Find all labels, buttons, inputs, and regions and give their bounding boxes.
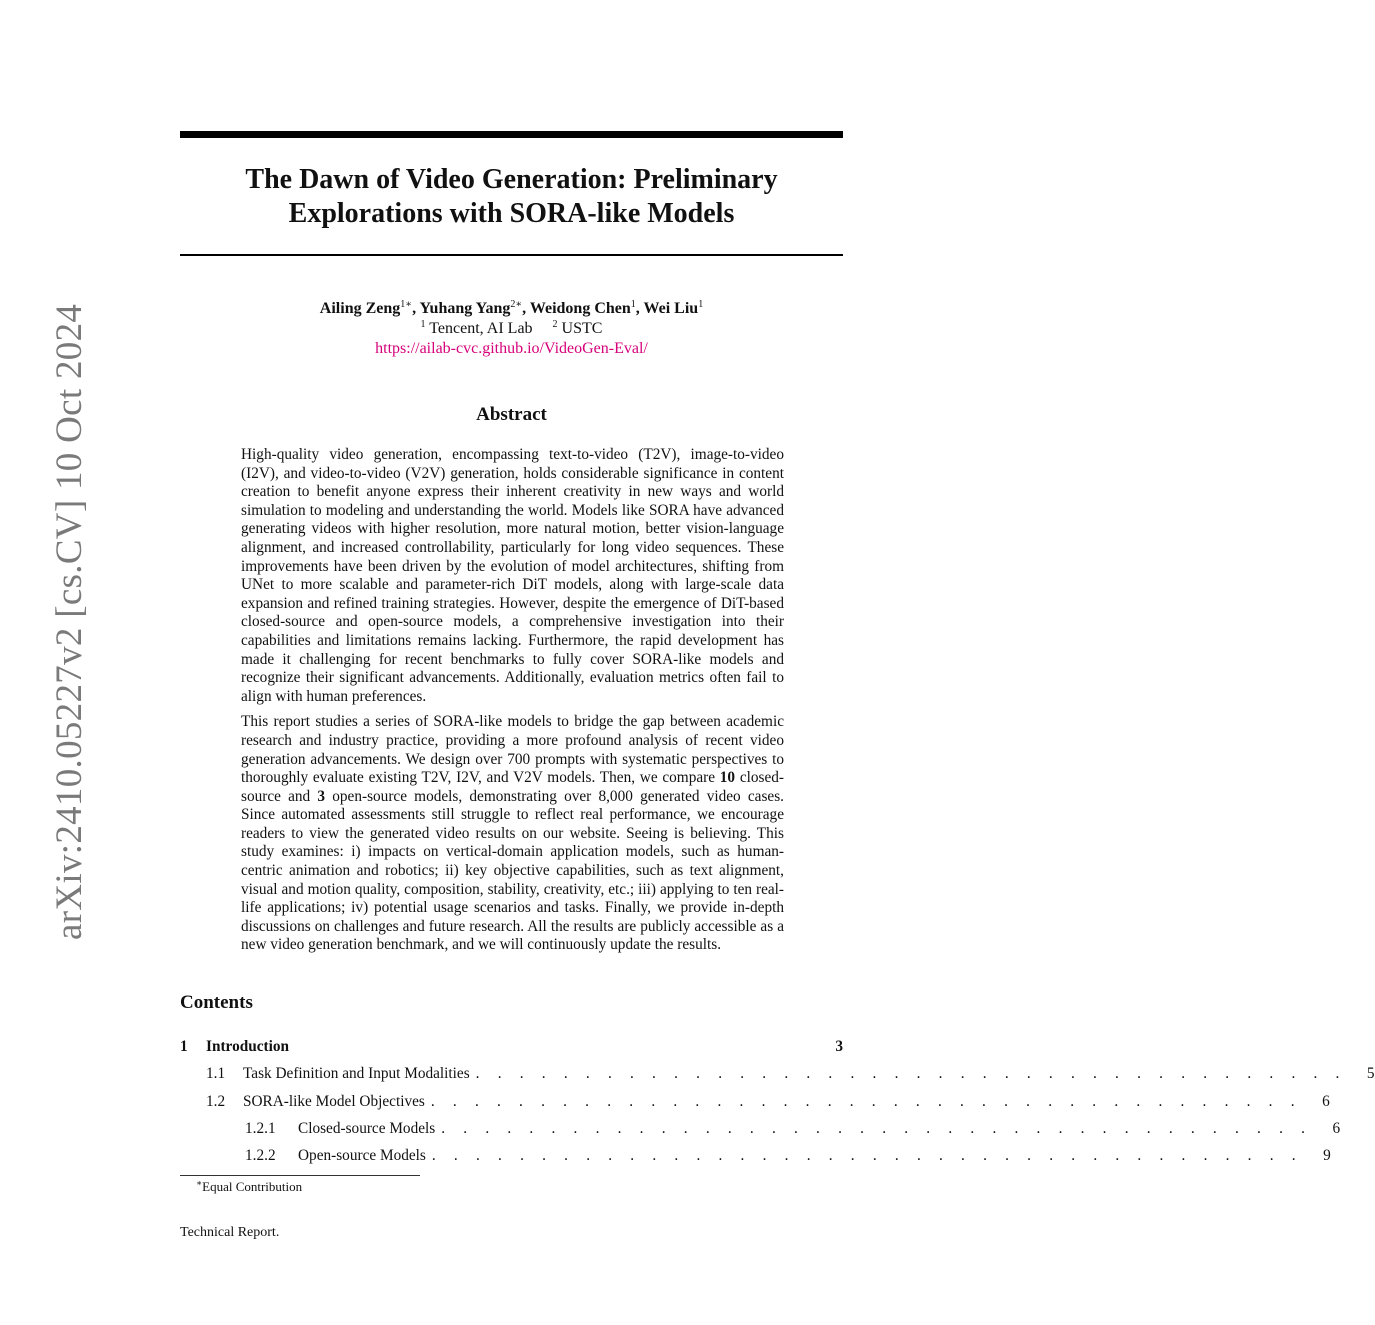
author-sep: , bbox=[522, 300, 530, 317]
toc-entry[interactable] bbox=[180, 1065, 1375, 1092]
affiliations bbox=[180, 319, 843, 339]
toc-entry[interactable] bbox=[180, 1092, 1330, 1120]
author-name: Yuhang Yang bbox=[419, 300, 511, 317]
toc-leader-dots: . . . . . . . . . . . . . . . . . . . . . . . . . . . . . . . . . . . . . . . . bbox=[430, 1092, 1302, 1110]
toc-leader-dots: . . . . . . . . . . . . . . . . . . . . . . . . . . . . . . . . . . . . . . . . bbox=[441, 1119, 1313, 1137]
toc-entry[interactable] bbox=[180, 1038, 843, 1065]
toc-page: 6 bbox=[1322, 1092, 1330, 1110]
toc-leader-dots: . . . . . . . . . . . . . . . . . . . . . . . . . . . . . . . . . . . . . . . . bbox=[475, 1065, 1347, 1083]
author-sep: , bbox=[412, 300, 420, 317]
footnote-rule bbox=[180, 1175, 420, 1176]
abstract-body bbox=[241, 446, 784, 962]
affiliation-name: USTC bbox=[561, 320, 603, 337]
toc-number: 1.1 bbox=[206, 1065, 226, 1083]
abstract-heading: Abstract bbox=[476, 404, 547, 425]
author-sup: 1 bbox=[630, 299, 636, 310]
author-sup: 1∗ bbox=[400, 299, 413, 310]
author-name: Wei Liu bbox=[643, 300, 699, 317]
toc-page: 6 bbox=[1332, 1119, 1341, 1137]
toc-number: 1.2.2 bbox=[245, 1147, 276, 1165]
author-list bbox=[180, 299, 843, 319]
author-name: Weidong Chen bbox=[529, 300, 631, 317]
title-line-1: The Dawn of Video Generation: Preliminary bbox=[245, 164, 778, 195]
contents-heading: Contents bbox=[180, 992, 253, 1013]
toc-number: 1.2.1 bbox=[245, 1119, 276, 1137]
footnote bbox=[196, 1179, 302, 1195]
footnote-text: Equal Contribution bbox=[202, 1179, 303, 1194]
toc-title: Closed-source Models bbox=[298, 1119, 436, 1137]
toc-title: SORA-like Model Objectives bbox=[243, 1092, 425, 1110]
toc-page: 3 bbox=[835, 1038, 843, 1055]
author-sep: , bbox=[635, 300, 644, 317]
arxiv-stamp: arXiv:2410.05227v2 [cs.CV] 10 Oct 2024 bbox=[49, 303, 90, 940]
affiliation-sup: 1 bbox=[420, 319, 426, 330]
author-block bbox=[180, 299, 843, 359]
title-top-rule bbox=[180, 131, 843, 138]
toc-page: 9 bbox=[1323, 1147, 1331, 1165]
author-sup: 1 bbox=[698, 299, 704, 310]
toc-title: Open-source Models bbox=[298, 1147, 426, 1165]
toc-page: 5 bbox=[1366, 1065, 1375, 1083]
abstract-paragraph-1: High-quality video generation, encompassing text-to-video (T2V), image-to-video (I2V), and video-to-video (V2V) generation, holds considerable significance in content creation to benefit anyone express their inherent creativity in new ways and world simulation to modeling and understanding the world. Models like SORA have advanced generating videos with higher resolution, more natural motion, better vision-language alignment, and increased controllability, particularly for long video sequences. These improvements have been driven by the evolution of model architectures, shifting from UNet to more scalable and parameter-rich DiT models, along with large-scale data expansion and refined training strategies. However, despite the emergence of DiT-based closed-source and open-source models, a comprehensive investigation into their capabilities and limitations remains lacking. Furthermore, the rapid development has made it challenging for recent benchmarks to fully cover SORA-like models and recognize their significant advancements. Additionally, evaluation metrics often fail to align with human preferences. bbox=[241, 446, 784, 705]
affiliation-name: Tencent, AI Lab bbox=[429, 320, 533, 337]
affiliation-sup: 2 bbox=[552, 319, 558, 330]
title-bottom-rule bbox=[180, 254, 843, 256]
paper-title bbox=[180, 163, 843, 231]
toc-leader-dots: . . . . . . . . . . . . . . . . . . . . . . . . . . . . . . . . . . . . . . . . bbox=[431, 1147, 1303, 1165]
author-sup: 2∗ bbox=[510, 299, 523, 310]
toc-title: Task Definition and Input Modalities bbox=[243, 1065, 470, 1083]
toc-title: Introduction bbox=[206, 1038, 290, 1055]
author-name: Ailing Zeng bbox=[319, 300, 401, 317]
toc-number: 1.2 bbox=[206, 1092, 226, 1110]
table-of-contents bbox=[180, 1038, 1375, 1174]
project-link[interactable]: https://ailab-cvc.github.io/VideoGen-Eval/ bbox=[375, 340, 648, 357]
title-line-2: Explorations with SORA-like Models bbox=[288, 198, 735, 229]
report-type-footer: Technical Report. bbox=[180, 1225, 280, 1240]
toc-entry[interactable] bbox=[180, 1119, 1341, 1147]
toc-entry[interactable] bbox=[180, 1147, 1331, 1174]
abstract-paragraph-2: This report studies a series of SORA-like models to bridge the gap between academic research and industry practice, providing a more profound analysis of recent video generation advancements. We design over 700 prompts with systematic perspectives to thoroughly evaluate existing T2V, I2V, and V2V models. Then, we compare 10 closed-source and 3 open-source models, demonstrating over 8,000 generated video cases. Since automated assessments still struggle to reflect real performance, we encourage readers to view the generated video results on our website. Seeing is believing. This study examines: i) impacts on vertical-domain application models, such as human-centric animation and robotics; ii) key objective capabilities, such as text alignment, visual and motion quality, composition, stability, creativity, etc.; iii) applying to ten real-life applications; iv) potential usage scenarios and tasks. Finally, we provide in-depth discussions on challenges and future research. All the results are publicly accessible as a new video generation benchmark, and we will continuously update the results. bbox=[241, 713, 784, 954]
footnote-mark: ∗ bbox=[196, 1178, 203, 1188]
toc-number: 1 bbox=[180, 1038, 188, 1055]
